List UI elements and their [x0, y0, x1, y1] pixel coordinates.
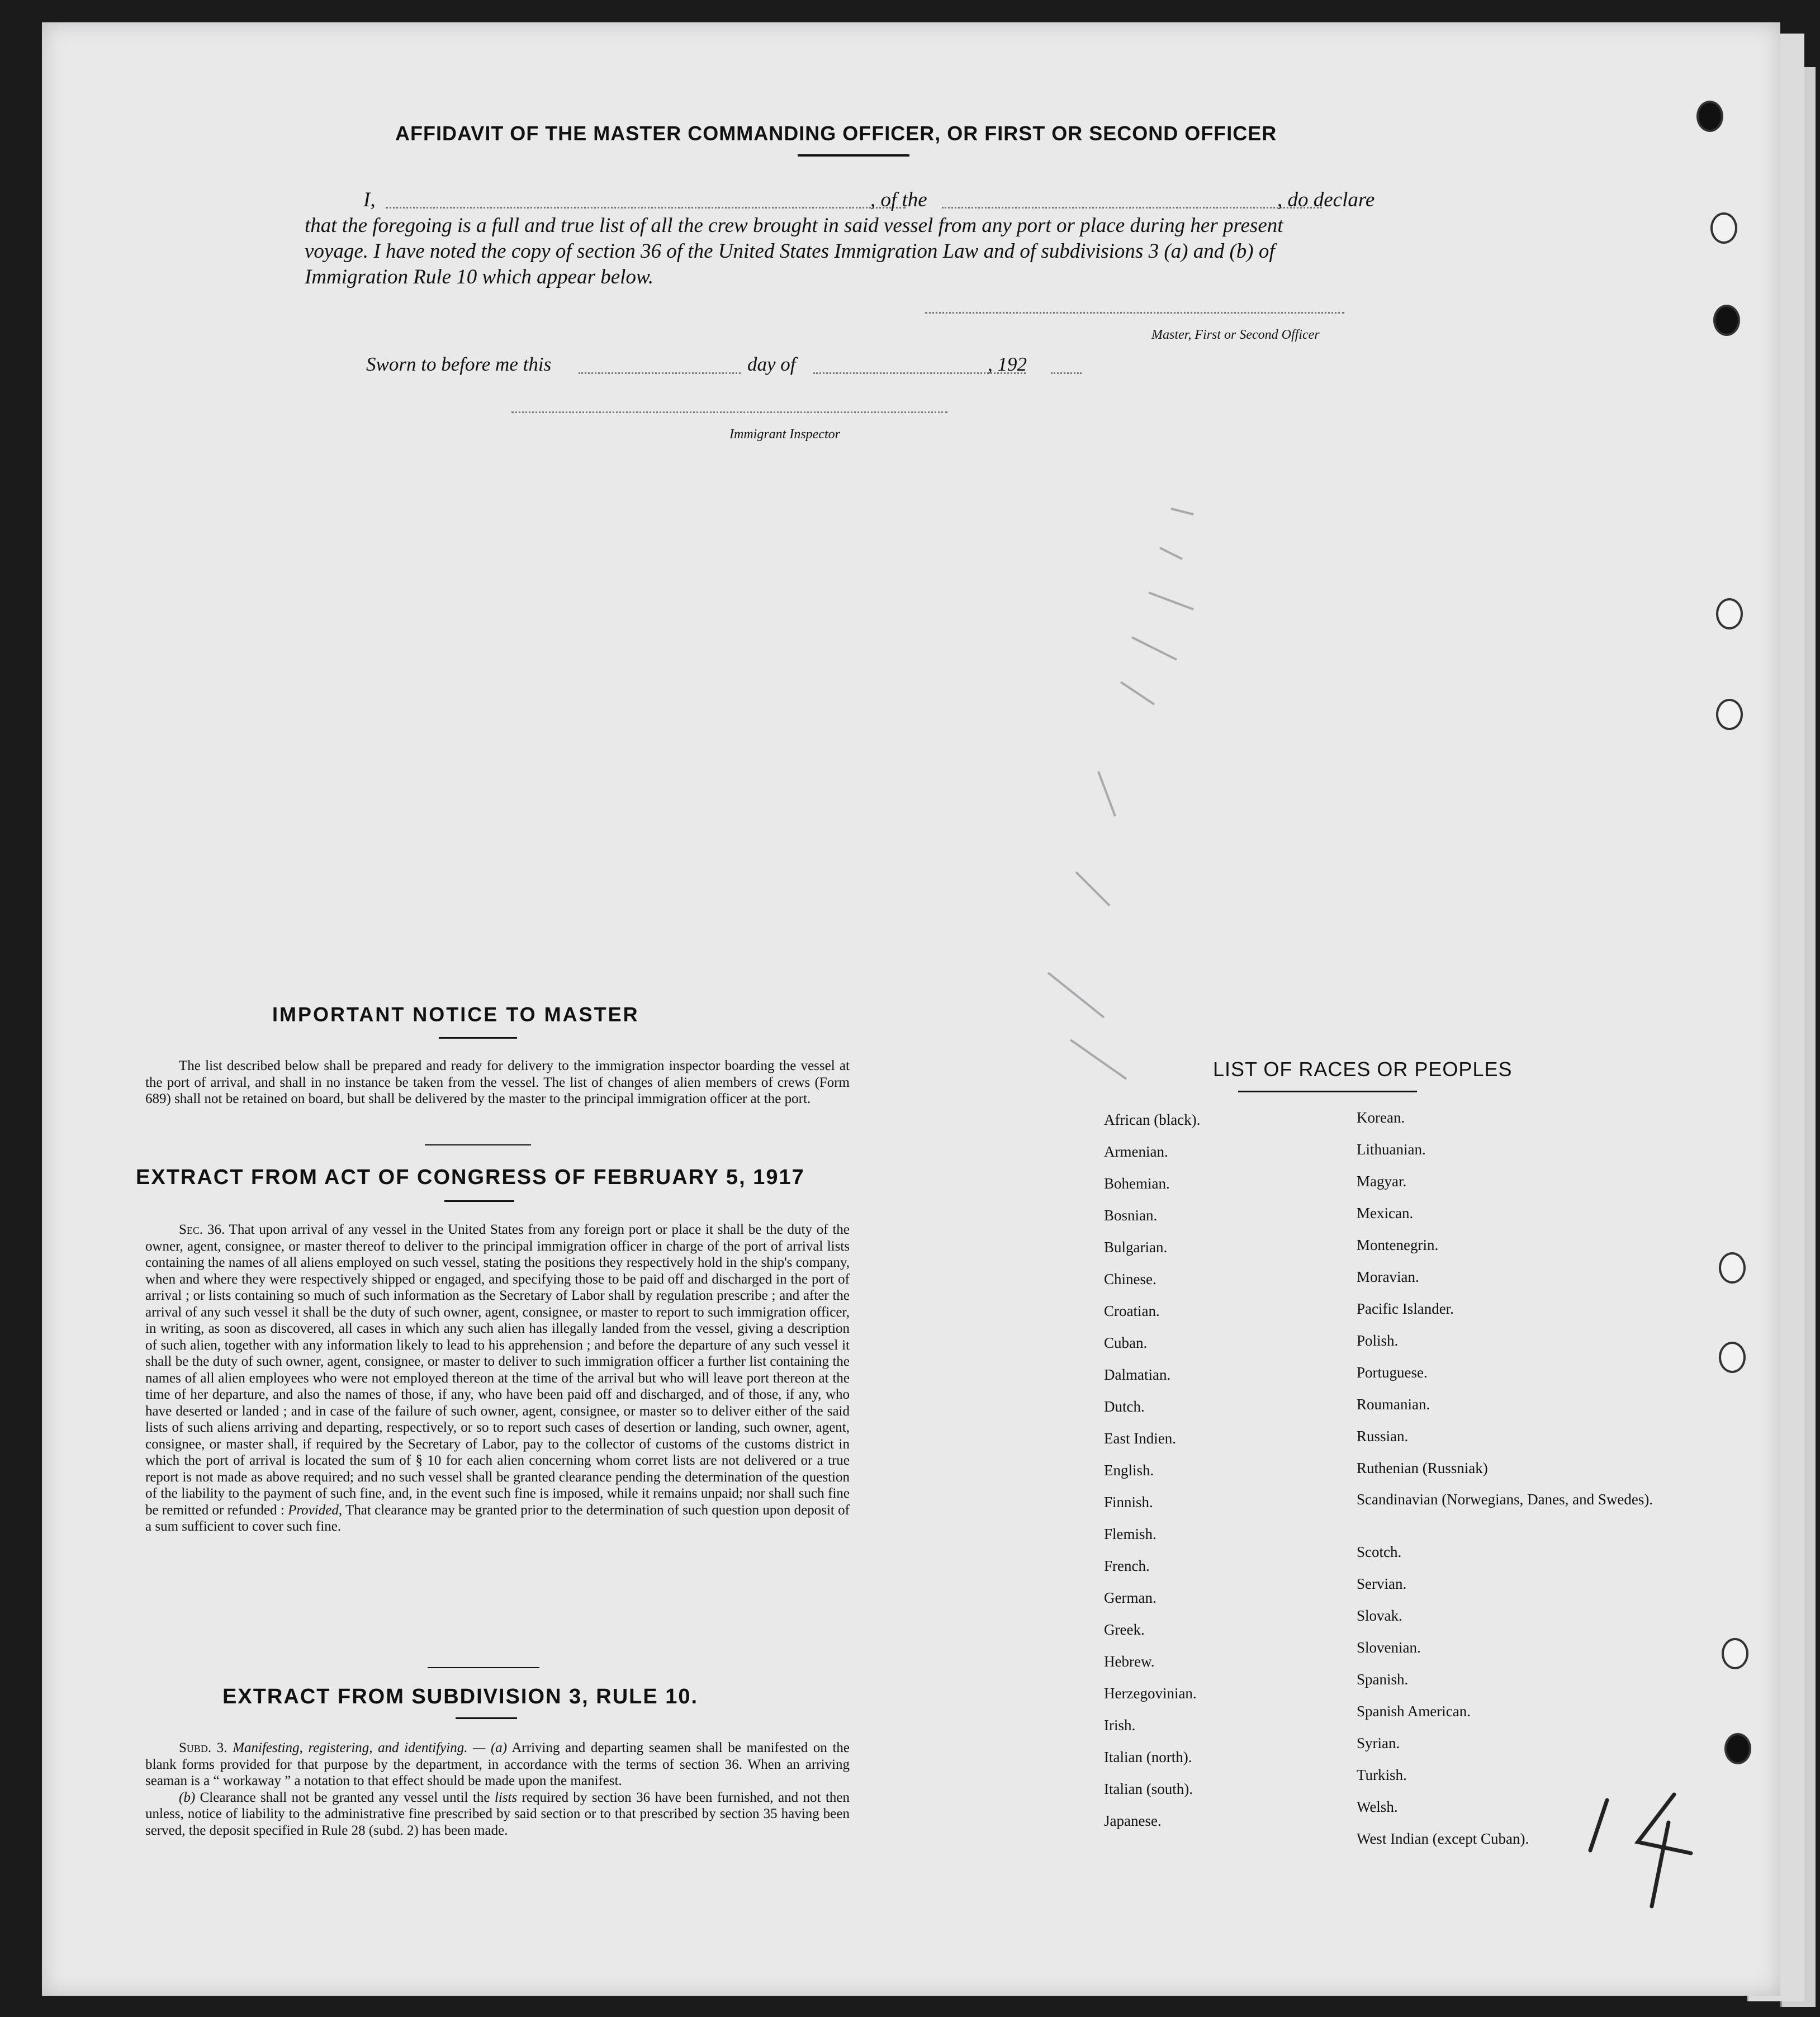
- race-item: Irish.: [1104, 1717, 1136, 1734]
- affidavit-of-the: , of the: [870, 188, 927, 211]
- race-item: East Indien.: [1104, 1430, 1176, 1447]
- handwritten-14: [1585, 1789, 1708, 1912]
- provided-word: Provided,: [288, 1502, 343, 1518]
- race-item: Scotch.: [1357, 1543, 1402, 1560]
- race-item: Croatian.: [1104, 1303, 1160, 1319]
- binder-hole-3: [1713, 305, 1740, 336]
- race-item: Armenian.: [1104, 1143, 1168, 1160]
- inspector-caption: Immigrant Inspector: [729, 427, 840, 442]
- race-item: Pacific Islander.: [1357, 1300, 1454, 1317]
- affidavit-line-2: that the foregoing is a full and true list of all the crew brought in said vessel from any port or place during her present: [305, 214, 1283, 237]
- subd-a-label: — (a): [473, 1740, 508, 1755]
- race-item: French.: [1104, 1557, 1150, 1574]
- race-item: German.: [1104, 1589, 1157, 1606]
- affidavit-i: I,: [363, 188, 376, 211]
- master-signature-caption: Master, First or Second Officer: [1151, 328, 1320, 342]
- race-item: Hebrew.: [1104, 1653, 1155, 1670]
- inspector-signature-line[interactable]: [511, 411, 947, 413]
- section-36-end: That clearance may be granted prior to the determination of such question upon deposit of a sum sufficient to cover such fine.: [145, 1502, 850, 1534]
- race-item: Servian.: [1357, 1575, 1407, 1592]
- race-item: Turkish.: [1357, 1767, 1407, 1783]
- notice-title: IMPORTANT NOTICE TO MASTER: [272, 1003, 639, 1026]
- race-item: Mexican.: [1357, 1205, 1414, 1221]
- race-item: Spanish American.: [1357, 1703, 1471, 1720]
- bleed-through-marks: [992, 481, 1272, 1152]
- race-item: English.: [1104, 1462, 1154, 1479]
- race-item: Japanese.: [1104, 1812, 1162, 1829]
- binder-hole-4: [1716, 598, 1743, 629]
- race-item: Moravian.: [1357, 1268, 1419, 1285]
- race-item: Italian (south).: [1104, 1781, 1193, 1797]
- act-section-36-text: [145, 1221, 850, 1535]
- title-rule: [798, 154, 909, 157]
- rule-title-rule: [456, 1717, 517, 1719]
- master-signature-line[interactable]: [925, 312, 1344, 314]
- race-item: Magyar.: [1357, 1173, 1407, 1190]
- races-right-column: [1357, 1109, 1653, 1862]
- affidavit-declare: , do declare: [1277, 188, 1375, 211]
- races-left-column: [1104, 1111, 1200, 1844]
- rule-subdivision-text: [145, 1740, 850, 1839]
- races-rule: [1238, 1091, 1417, 1092]
- rule-extract-title: EXTRACT FROM SUBDIVISION 3, RULE 10.: [222, 1685, 699, 1708]
- race-item: Bosnian.: [1104, 1207, 1158, 1224]
- race-item: West Indian (except Cuban).: [1357, 1830, 1529, 1847]
- race-item: Lithuanian.: [1357, 1141, 1426, 1158]
- subd-b-text-1: Clearance shall not be granted any vessel until the: [200, 1789, 490, 1805]
- sworn-prefix: Sworn to before me this: [366, 353, 552, 375]
- binder-hole-7: [1719, 1342, 1746, 1373]
- race-item: Ruthenian (Russniak): [1357, 1460, 1488, 1476]
- subd-label: Subd. 3.: [179, 1740, 228, 1755]
- sworn-year: , 192: [988, 353, 1027, 375]
- section-label: Sec. 36.: [179, 1222, 225, 1237]
- race-item: Slovenian.: [1357, 1639, 1421, 1656]
- race-item: Dutch.: [1104, 1398, 1145, 1415]
- binder-hole-2: [1710, 212, 1737, 244]
- race-item: Scandinavian (Norwegians, Danes, and Swedes).: [1357, 1491, 1653, 1508]
- sworn-day-blank[interactable]: [579, 372, 741, 374]
- race-item: Welsh.: [1357, 1798, 1398, 1815]
- act-extract-title: EXTRACT FROM ACT OF CONGRESS OF FEBRUARY 5, 1917: [136, 1166, 805, 1189]
- race-item: Greek.: [1104, 1621, 1145, 1638]
- act-title-rule: [444, 1200, 514, 1202]
- vessel-blank[interactable]: [942, 207, 1322, 209]
- notice-text: [145, 1058, 850, 1107]
- subd-b-label: (b): [179, 1789, 196, 1805]
- race-item: Syrian.: [1357, 1735, 1400, 1751]
- binder-hole-5: [1716, 699, 1743, 730]
- notice-end-rule: [425, 1144, 531, 1145]
- race-item: Korean.: [1357, 1109, 1405, 1126]
- races-title: LIST OF RACES OR PEOPLES: [1213, 1058, 1513, 1081]
- race-item: Bohemian.: [1104, 1175, 1170, 1192]
- notice-rule: [439, 1037, 517, 1039]
- subd-a-text: Arriving and departing seamen shall be manifested on the blank forms provided for that purpose by the department, in accordance with the terms of section 36. When an arriving seaman is a “ workaway ” a notation to that effect should be made upon the manifest.: [145, 1740, 850, 1788]
- race-item: Portuguese.: [1357, 1364, 1428, 1381]
- race-item: Dalmatian.: [1104, 1366, 1171, 1383]
- race-item: Cuban.: [1104, 1334, 1148, 1351]
- affidavit-line-4: Immigration Rule 10 which appear below.: [305, 266, 654, 288]
- race-item: Slovak.: [1357, 1607, 1402, 1624]
- affidavit-line-3: voyage. I have noted the copy of section 36 of the United States Immigration Law and of subdivisions 3 (a) and (b) of: [305, 240, 1275, 263]
- subd-b-lists: lists: [494, 1789, 518, 1805]
- sworn-day-label: day of: [747, 353, 796, 375]
- binder-hole-1: [1696, 101, 1723, 132]
- section-36-body: That upon arrival of any vessel in the United States from any foreign port or place it shall be the duty of the owner, agent, consignee, or master thereof to deliver to the principal immigration officer in charge of the port of arrival lists containing the names of all aliens employed on such vessel, stating the positions they respectively hold in the ship's company, when and where they were respectively shipped or engaged, and specifying those to be paid off and discharged in the port of arrival ; or lists containing so much of such information as the Secretary of Labor shall by regulation prescribe ; and after the arrival of any such vessel it shall be the duty of such owner, agent, consignee, or master to report to such immigration officer, in writing, as soon as discovered, all cases in which any such alien has illegally landed from the vessel, giving a description of such alien, together with any information likely to lead to his apprehension ; and before the departure of any such vessel it shall be the duty of such owner, agent, consignee, or master to deliver to such immigration officer a further list containing the names of all alien employees who were not employed thereon at the time of the arrival but who will leave port thereon at the time of her departure, and also the names of those, if any, who have been paid off and discharged, and of those, if any, who have deserted or landed ; and in case of the failure of such owner, agent, consignee, or master so to deliver either of the said lists of such aliens arriving and departing, respectively, or so to report such cases of desertion or landing, such owner, agent, consignee, or master shall, if required by the Secretary of Labor, pay to the collector of customs of the customs district in which the port of arrival is located the sum of § 10 for each alien concerning whom corret lists are not delivered or a true report is not made as above required; and no such vessel shall be granted clearance pending the determination of the question of the liability to the payment of such fine, and, in the event such fine is imposed, while it remains unpaid; nor shall such fine be remitted or refunded :: [145, 1222, 850, 1518]
- race-item: Spanish.: [1357, 1671, 1409, 1688]
- race-item: Roumanian.: [1357, 1396, 1430, 1413]
- race-item: Bulgarian.: [1104, 1239, 1168, 1256]
- race-item: Polish.: [1357, 1332, 1399, 1349]
- binder-hole-9: [1724, 1733, 1751, 1764]
- subd-heading: Manifesting, registering, and identifying.: [233, 1740, 468, 1755]
- name-blank[interactable]: [386, 207, 906, 209]
- act-end-rule: [428, 1667, 539, 1668]
- race-item: Flemish.: [1104, 1526, 1157, 1542]
- affidavit-title: AFFIDAVIT OF THE MASTER COMMANDING OFFICER, OR FIRST OR SECOND OFFICER: [395, 122, 1277, 145]
- race-item: Herzegovinian.: [1104, 1685, 1197, 1702]
- race-item: African (black).: [1104, 1111, 1201, 1128]
- binder-hole-6: [1719, 1252, 1746, 1284]
- notice-paragraph: The list described below shall be prepared and ready for delivery to the immigration inspector boarding the vessel at the port of arrival, and shall in no instance be taken from the vessel. The list of changes of alien members of crews (Form 689) shall not be retained on board, but shall be delivered by the master to the principal immigration officer at the port.: [145, 1058, 850, 1106]
- race-item: Russian.: [1357, 1428, 1409, 1445]
- race-item: Italian (north).: [1104, 1749, 1192, 1765]
- race-item: Montenegrin.: [1357, 1237, 1439, 1253]
- subd-b-text-2: required by section 36 have been furnished, and not then unless, notice of liability to the administrative fine prescribed by said section or to that prescribed by section 35 having been served, the deposit specified in Rule 28 (subd. 2) has been made.: [145, 1789, 850, 1838]
- sworn-year-blank[interactable]: [1051, 372, 1082, 374]
- binder-hole-8: [1722, 1638, 1748, 1669]
- race-item: Finnish.: [1104, 1494, 1153, 1511]
- race-item: Chinese.: [1104, 1271, 1157, 1287]
- form-page: [42, 22, 1780, 1996]
